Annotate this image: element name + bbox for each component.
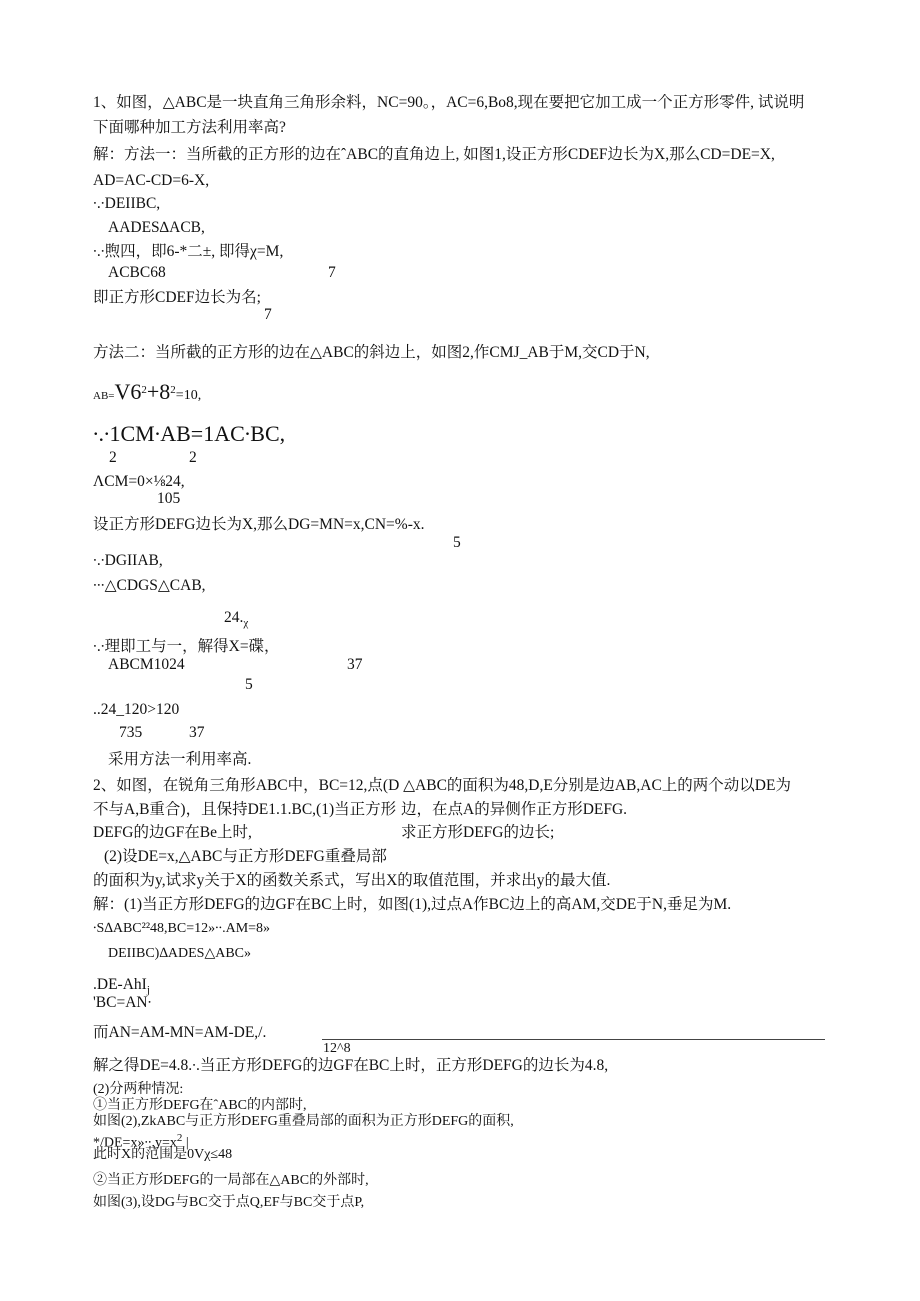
fraction-denominator: 12^8: [323, 1041, 351, 1056]
text-line: ∙.∙理即工与一，解得X=碟，: [93, 638, 280, 655]
hypotenuse-formula: [93, 381, 201, 405]
solution-1: 解：(1)当正方形DEFG的边GF在BC上时，如图(1),过点A作BC边上的高AM,交DE于N,垂足为M.: [93, 896, 732, 913]
case-1: ①当正方形DEFG在ˆABC的内部时,: [93, 1098, 307, 1113]
text-line: ∙.∙煦四，即6-*二±, 即得χ=M,: [93, 243, 284, 260]
text-line: (2)分两种情况:: [93, 1082, 184, 1097]
subscript: j: [146, 984, 150, 997]
exponent: 2: [170, 384, 176, 396]
formula-part: =10,: [175, 388, 202, 404]
formula-part: V6: [114, 379, 142, 405]
problem-2-statement: 2、如图，在锐角三角形ABC中，BC=12,点(D △ABC的面积为48,D,E分别是边AB,AC上的两个动以DE为: [93, 777, 791, 794]
text-line: 此时X的范围是0Vχ≤48: [93, 1147, 233, 1162]
fraction-denominator: 5: [245, 676, 253, 693]
fraction-denominator: 735: [119, 724, 143, 741]
text-line: 如图(2),ZkABC与正方形DEFG重叠局部的面积为正方形DEFG的面积,: [93, 1114, 514, 1129]
text-line: 不与A,B重合)，且保持DE1.1.BC,(1)当正方形: [93, 801, 397, 818]
formula-part: */DE=x»∙∙.y=x: [93, 1135, 177, 1151]
fraction-numerator: [224, 609, 248, 632]
fraction-denominator: 2: [189, 449, 197, 466]
text-line: 'BC=AN∙: [93, 994, 152, 1011]
method-1-intro: 解：方法一：当所截的正方形的边在ˆABC的直角边上, 如图1,设正方形CDEF边长为X,那么CD=DE=X,: [93, 146, 775, 163]
fraction-denominator: 105: [157, 490, 181, 507]
text-line: ∙∙∙△CDGS△CAB,: [93, 577, 206, 594]
fraction-denominator: 5: [453, 534, 461, 551]
method-2-intro: 方法二：当所截的正方形的边在△ABC的斜边上，如图2,作CMJ_AB于M,交CD于N,: [93, 344, 650, 361]
fraction-denominator: 7: [264, 306, 272, 323]
text-line: 即正方形CDEF边长为名;: [93, 289, 261, 306]
fraction-denominators: ABCM1024: [108, 656, 185, 673]
text-line: 解之得DE=4.8.∙.当正方形DEFG的边GF在BC上时，正方形DEFG的边长为4.8,: [93, 1057, 609, 1074]
formula-prefix: AB=: [93, 390, 115, 403]
area-equation: ∙.∙1CM∙AB=1AC∙BC,: [93, 421, 286, 446]
formula-part: .DE-AhI: [93, 976, 147, 993]
text-line: ∙.∙DGIIAB,: [93, 552, 163, 569]
fraction-bar: [322, 1039, 825, 1040]
text-line: ΛCM=0×⅛24,: [93, 473, 185, 490]
comparison: ..24_120>120: [93, 701, 180, 718]
formula-part: +8: [146, 379, 171, 405]
case-2: ②当正方形DEFG的一局部在△ABC的外部时,: [93, 1173, 369, 1188]
formula-part: 24.: [224, 609, 244, 626]
text-line: DEFG的边GF在Be上时,: [93, 824, 252, 841]
fraction-denominators: ACBC68: [108, 264, 166, 281]
text-line: DEIIBC)∆ADES△ABC»: [108, 946, 252, 961]
problem-1-statement: 1、如图，△ABC是一块直角三角形余料，NC=90。，AC=6,Bo8,现在要把它加工成一个正方形零件, 试说明: [93, 94, 805, 111]
fraction-denominator: 7: [328, 264, 336, 281]
text-line: 的面积为y,试求y关于X的函数关系式，写出X的取值范围，并求出y的最大值.: [93, 872, 611, 889]
text-line: 而AN=AM-MN=AM-DE,/.: [93, 1024, 267, 1041]
exponent: 2: [141, 384, 147, 396]
question-1: 求正方形DEFG的边长;: [401, 824, 555, 841]
text-line: ∙.∙DEIIBC,: [93, 195, 161, 212]
fraction-denominator: 37: [189, 724, 205, 741]
text-line: 设正方形DEFG边长为X,那么DG=MN=x,CN=%-x.: [93, 516, 425, 533]
fraction-denominator: 2: [109, 449, 117, 466]
text-line: 边，在点A的异侧作正方形DEFG.: [401, 801, 628, 818]
formula-part: |: [185, 1135, 189, 1151]
subscript: χ: [243, 617, 249, 630]
conclusion: 采用方法一利用率高.: [108, 751, 252, 768]
text-line: AD=AC-CD=6-X,: [93, 172, 210, 189]
text-line: ∙S∆ABC²²48,BC=12»∙∙.AM=8»: [93, 921, 271, 936]
text-line: AADES∆ACB,: [108, 219, 205, 236]
question-2: (2)设DE=x,△ABC与正方形DEFG重叠局部: [104, 848, 387, 865]
fraction-denominator: 37: [347, 656, 363, 673]
text-line: 如图(3),设DG与BC交于点Q,EF与BC交于点P,: [93, 1195, 365, 1210]
problem-1-question: 下面哪种加工方法利用率高?: [93, 119, 286, 136]
exponent: 2: [176, 1132, 183, 1144]
